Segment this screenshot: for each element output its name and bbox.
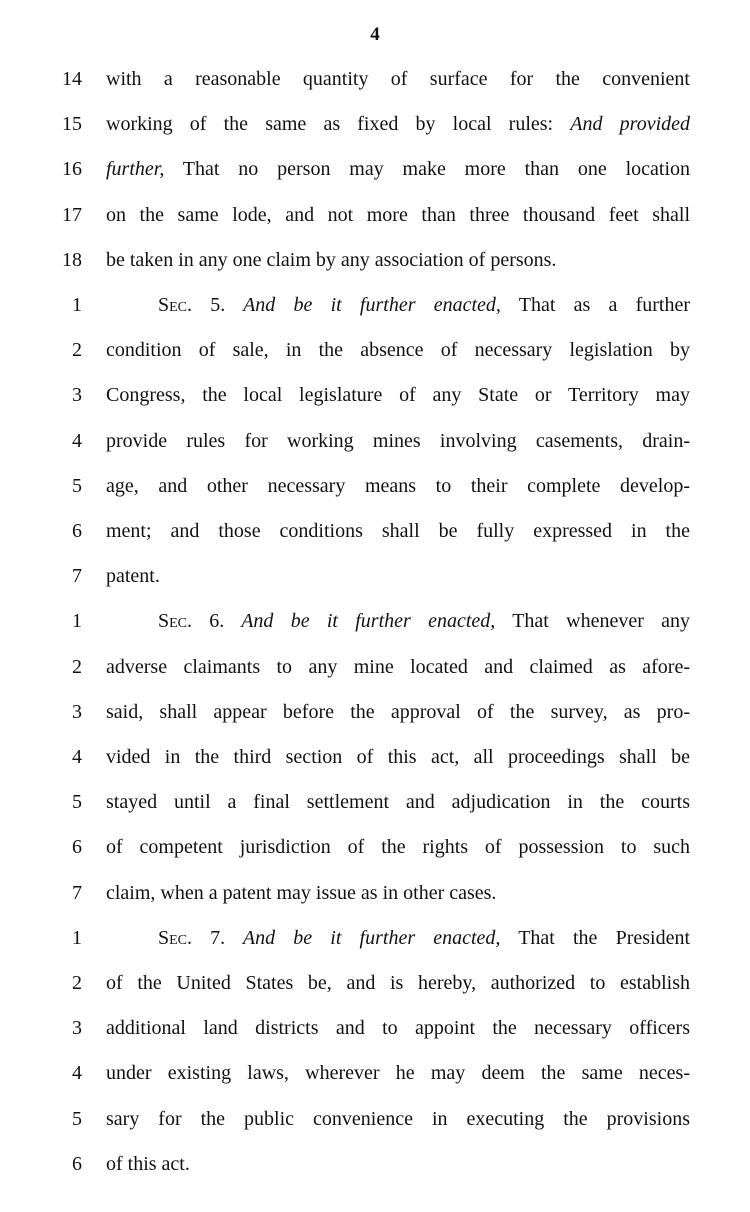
text-line	[0, 923, 750, 953]
text-line	[0, 64, 750, 94]
text-line	[0, 1149, 750, 1179]
line-number: 5	[72, 791, 82, 814]
line-number: 6	[72, 520, 82, 542]
enacting-clause: And be it further enacted,	[224, 610, 496, 633]
page-number: 4	[370, 24, 380, 45]
line-text	[106, 697, 690, 727]
line-number: 3	[72, 700, 82, 723]
body-text: That no person may make more than one location	[164, 158, 690, 181]
line-number: 1	[72, 294, 82, 316]
text-line	[0, 471, 750, 501]
enacting-clause: And be it further enacted,	[225, 294, 501, 316]
body-text: provide rules for working mines involving casements, drain-	[106, 429, 690, 452]
line-text	[106, 1013, 690, 1043]
section-heading: Sec. 5.	[158, 294, 226, 316]
text-line	[0, 1013, 750, 1043]
line-number: 6	[72, 836, 82, 859]
text-line	[0, 1104, 750, 1134]
body-text: age, and other necessary means to their complete develop-	[106, 474, 690, 497]
line-number: 1	[72, 610, 82, 633]
text-line	[0, 380, 750, 410]
body-text: vided in the third section of this act, all proceedings shall be	[106, 746, 690, 768]
line-number: 2	[72, 655, 82, 678]
body-text: be taken in any one claim by any association of persons.	[106, 248, 557, 271]
text-line	[0, 606, 750, 636]
body-text: claim, when a patent may issue as in other cases.	[106, 881, 497, 904]
line-number: 18	[62, 248, 82, 271]
line-text	[106, 968, 690, 998]
line-text	[106, 1058, 690, 1088]
line-text	[158, 606, 690, 636]
body-text: patent.	[106, 565, 160, 588]
text-line	[0, 245, 750, 275]
text-line	[0, 968, 750, 998]
body-text: under existing laws, wherever he may deem the same neces-	[106, 1062, 690, 1085]
body-text: said, shall appear before the approval of the survey, as pro-	[106, 700, 690, 723]
line-number: 2	[72, 972, 82, 994]
section-heading: Sec. 6.	[158, 610, 225, 633]
enacting-clause: And be it further enacted,	[225, 926, 501, 949]
text-line	[0, 516, 750, 546]
text-line	[0, 1058, 750, 1088]
body-text: additional land districts and to appoint the necessary officers	[106, 1017, 690, 1040]
line-text	[106, 471, 690, 501]
line-number: 2	[72, 339, 82, 362]
body-text: with a reasonable quantity of surface for the convenient	[106, 68, 690, 90]
line-number: 7	[72, 565, 82, 588]
text-line	[0, 426, 750, 456]
body-text: stayed until a final settlement and adjudication in the courts	[106, 791, 690, 814]
line-number: 17	[62, 203, 82, 226]
line-number: 15	[62, 113, 82, 136]
line-text	[106, 200, 690, 230]
line-text	[106, 154, 690, 184]
line-number: 6	[72, 1152, 82, 1175]
text-line	[0, 878, 750, 908]
line-text	[158, 290, 690, 320]
line-text	[106, 1104, 690, 1134]
text-line	[0, 742, 750, 772]
line-text	[106, 64, 690, 94]
line-text	[106, 380, 690, 410]
text-line	[0, 290, 750, 320]
line-number: 16	[62, 158, 82, 181]
line-text	[106, 742, 690, 772]
body-text: That as a further	[500, 294, 691, 316]
body-text: on the same lode, and not more than three thousand feet shall	[106, 203, 690, 226]
line-number: 5	[72, 474, 82, 497]
line-number: 1	[72, 926, 82, 949]
section-heading: Sec. 7.	[158, 926, 226, 949]
line-text	[106, 335, 690, 365]
body-text: of competent jurisdiction of the rights of possession to such	[106, 836, 690, 859]
text-line	[0, 652, 750, 682]
text-line	[0, 335, 750, 365]
line-text	[106, 652, 690, 682]
line-text	[158, 923, 690, 953]
text-line	[0, 200, 750, 230]
body-text: of this act.	[106, 1152, 190, 1175]
text-line	[0, 154, 750, 184]
body-text: condition of sale, in the absence of necessary legislation by	[106, 339, 690, 362]
line-number: 3	[72, 384, 82, 407]
line-text	[106, 245, 690, 275]
text-line	[0, 832, 750, 862]
line-text	[106, 109, 690, 139]
body-text: That the President	[500, 926, 691, 949]
line-text	[106, 787, 690, 817]
line-text	[106, 561, 690, 591]
body-text: adverse claimants to any mine located and claimed as afore-	[106, 655, 690, 678]
body-text: of the United States be, and is hereby, authorized to establish	[106, 972, 690, 994]
line-text	[106, 878, 690, 908]
italic-text: further,	[106, 158, 165, 181]
line-number: 14	[62, 68, 82, 90]
text-line	[0, 697, 750, 727]
body-text: working of the same as fixed by local rules:	[106, 113, 571, 136]
line-number: 3	[72, 1017, 82, 1040]
body-text: Congress, the local legislature of any State or Territory may	[106, 384, 690, 407]
line-number: 5	[72, 1107, 82, 1130]
line-number: 4	[72, 1062, 82, 1085]
italic-text: And provided	[570, 113, 691, 136]
line-number: 4	[72, 429, 82, 452]
line-text	[106, 1149, 690, 1179]
line-number: 4	[72, 746, 82, 768]
text-line	[0, 787, 750, 817]
line-text	[106, 832, 690, 862]
text-line	[0, 109, 750, 139]
line-number: 7	[72, 881, 82, 904]
body-text: That whenever any	[495, 610, 691, 633]
text-line	[0, 561, 750, 591]
line-text	[106, 426, 690, 456]
line-text	[106, 516, 690, 546]
body-text: sary for the public convenience in executing the provisions	[106, 1107, 690, 1130]
body-text: ment; and those conditions shall be fully expressed in the	[106, 520, 690, 542]
